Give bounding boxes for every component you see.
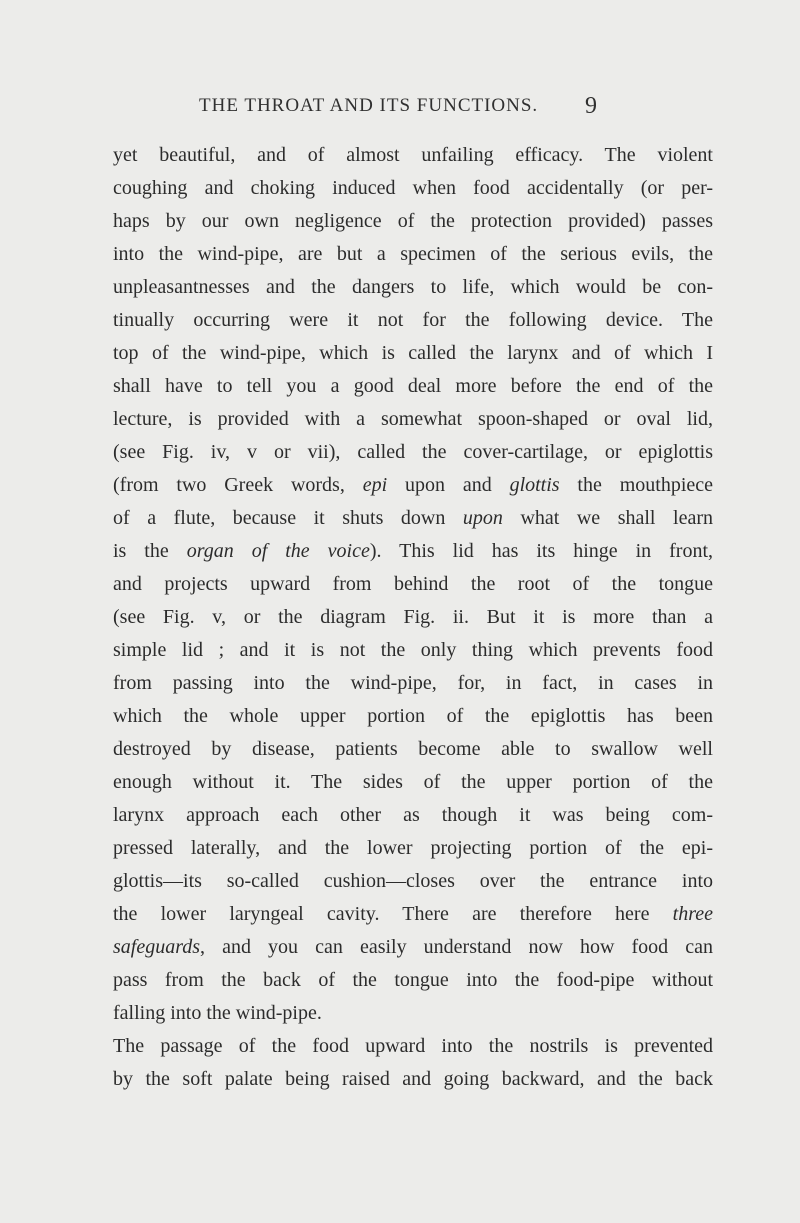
text-segment: glottis—its so-called cushion—closes over the entrance into — [113, 870, 713, 892]
text-segment: The passage of the food upward into the nostrils is prevented — [113, 1035, 713, 1057]
text-segment: of a flute, because it shuts down — [113, 507, 463, 529]
text-line — [113, 1030, 713, 1063]
text-line — [113, 271, 713, 304]
text-line — [113, 436, 713, 469]
text-line — [113, 337, 713, 370]
text-line — [113, 667, 713, 700]
text-segment: (see Fig. v, or the diagram Fig. ii. But it is more than a — [113, 606, 713, 628]
page-number: 9 — [585, 93, 597, 119]
text-segment: is the — [113, 540, 187, 562]
text-line — [113, 370, 713, 403]
text-segment: pressed laterally, and the lower projecting portion of the epi- — [113, 837, 713, 859]
text-segment: top of the wind-pipe, which is called the larynx and of which I — [113, 342, 713, 364]
text-segment: falling into the wind-pipe. — [113, 1002, 322, 1024]
text-segment: the mouthpiece — [559, 474, 713, 496]
text-line — [113, 502, 713, 535]
text-line — [113, 403, 713, 436]
text-segment: tinually occurring were it not for the following device. The — [113, 309, 713, 331]
text-line — [113, 568, 713, 601]
text-line — [113, 205, 713, 238]
text-line — [113, 172, 713, 205]
text-segment: pass from the back of the tongue into the food-pipe without — [113, 969, 713, 991]
text-segment: unpleasantnesses and the dangers to life, which would be con- — [113, 276, 713, 298]
italic-text: organ of the voice — [186, 540, 370, 562]
text-segment: (see Fig. iv, v or vii), called the cover-cartilage, or epiglottis — [113, 441, 713, 463]
italic-text: three — [672, 903, 713, 925]
text-line — [113, 700, 713, 733]
text-line — [113, 1063, 713, 1096]
text-segment: haps by our own negligence of the protection provided) passes — [113, 210, 713, 232]
text-line — [113, 469, 713, 502]
text-line — [113, 832, 713, 865]
text-segment: simple lid ; and it is not the only thing which prevents food — [113, 639, 713, 661]
text-segment: upon and — [387, 474, 510, 496]
italic-text: epi — [362, 474, 388, 496]
text-line — [113, 964, 713, 997]
text-line — [113, 139, 713, 172]
text-segment: , and you can easily understand now how food can — [200, 936, 713, 958]
text-segment: by the soft palate being raised and going backward, and the back — [113, 1068, 713, 1090]
italic-text: glottis — [509, 474, 560, 496]
body-text — [113, 139, 713, 1096]
text-segment: coughing and choking induced when food accidentally (or per- — [113, 177, 713, 199]
text-line — [113, 799, 713, 832]
text-segment: (from two Greek words, — [113, 474, 363, 496]
text-line — [113, 997, 713, 1030]
text-segment: what we shall learn — [502, 507, 713, 529]
text-line — [113, 733, 713, 766]
text-line — [113, 535, 713, 568]
text-segment: the lower laryngeal cavity. There are therefore here — [113, 903, 673, 925]
text-line — [113, 766, 713, 799]
text-segment: enough without it. The sides of the upper portion of the — [113, 771, 713, 793]
text-segment: shall have to tell you a good deal more before the end of the — [113, 375, 713, 397]
text-segment: into the wind-pipe, are but a specimen of the serious evils, the — [113, 243, 713, 265]
text-segment: lecture, is provided with a somewhat spoon-shaped or oval lid, — [113, 408, 713, 430]
text-segment: yet beautiful, and of almost unfailing efficacy. The violent — [113, 144, 713, 166]
text-line — [113, 601, 713, 634]
italic-text: upon — [462, 507, 503, 529]
text-line — [113, 931, 713, 964]
text-segment: and projects upward from behind the root of the tongue — [113, 573, 713, 595]
text-segment: ). This lid has its hinge in front, — [369, 540, 713, 562]
text-segment: from passing into the wind-pipe, for, in fact, in cases in — [113, 672, 713, 694]
page-header — [0, 95, 800, 125]
running-title: THE THROAT AND ITS FUNCTIONS. — [199, 95, 539, 116]
text-line — [113, 304, 713, 337]
text-segment: destroyed by disease, patients become able to swallow well — [113, 738, 713, 760]
text-line — [113, 865, 713, 898]
text-line — [113, 238, 713, 271]
text-segment: which the whole upper portion of the epiglottis has been — [113, 705, 713, 727]
text-line — [113, 634, 713, 667]
text-line — [113, 898, 713, 931]
text-segment: larynx approach each other as though it was being com- — [113, 804, 713, 826]
italic-text: safeguards — [113, 936, 201, 958]
